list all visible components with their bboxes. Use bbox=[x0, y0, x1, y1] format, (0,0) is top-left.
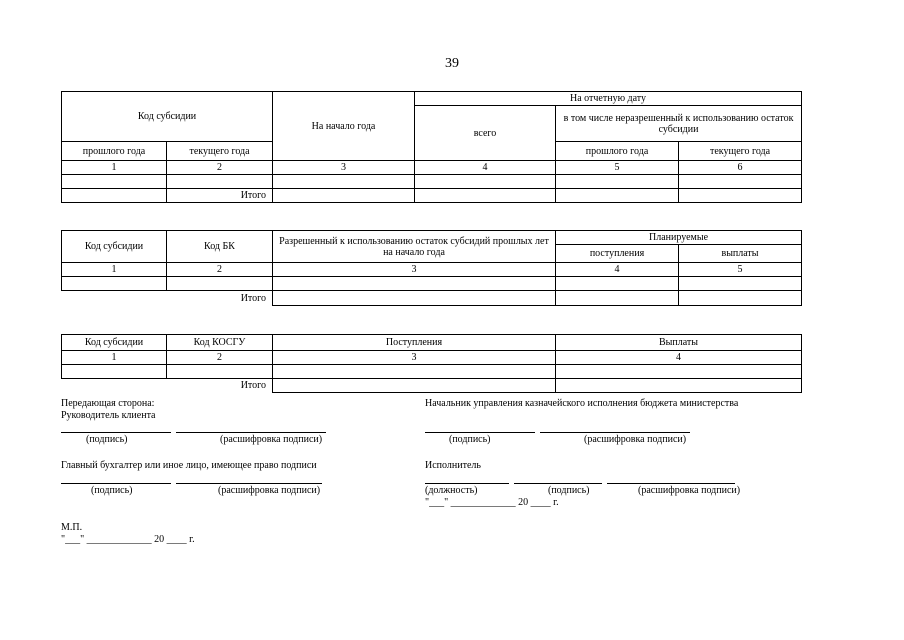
col-number: 1 bbox=[62, 351, 167, 365]
col-header-postupleniya: Поступления bbox=[273, 335, 556, 351]
col-header-kod-kosgu: Код КОСГУ bbox=[167, 335, 273, 351]
page-number: 39 bbox=[445, 56, 459, 71]
col-number: 1 bbox=[62, 161, 167, 175]
signature-decoding-caption: (расшифровка подписи) bbox=[584, 434, 687, 445]
col-number: 3 bbox=[273, 161, 415, 175]
subsidy-balance-table bbox=[61, 91, 802, 203]
col-header-vyplaty: Выплаты bbox=[556, 335, 802, 351]
col-header-v-tom-chisle: в том числе неразрешенный к использованию остаток субсидии bbox=[556, 106, 802, 142]
receipts-payments-table bbox=[61, 334, 802, 393]
col-number: 3 bbox=[273, 351, 556, 365]
col-number: 2 bbox=[167, 161, 273, 175]
col-header-proshlogo-goda-2: прошлого года bbox=[556, 142, 679, 161]
signature-decoding-caption: (расшифровка подписи) bbox=[220, 434, 323, 445]
transferring-party-label: Передающая сторона: bbox=[61, 398, 155, 409]
signature-line bbox=[425, 432, 535, 433]
date-line: "___" _____________ 20 ____ г. bbox=[61, 534, 195, 545]
col-number: 5 bbox=[556, 161, 679, 175]
col-header-proshlogo-goda: прошлого года bbox=[62, 142, 167, 161]
col-number: 1 bbox=[62, 263, 167, 277]
signature-decoding-line bbox=[176, 483, 322, 484]
position-line bbox=[425, 483, 509, 484]
position-caption: (должность) bbox=[425, 485, 478, 496]
col-header-kod-subsidii: Код субсидии bbox=[62, 231, 167, 263]
itogo-label: Итого bbox=[167, 189, 273, 203]
signature-decoding-line bbox=[176, 432, 326, 433]
col-number: 5 bbox=[679, 263, 802, 277]
signature-caption: (подпись) bbox=[449, 434, 491, 445]
col-header-na-otchetnuyu-datu: На отчетную дату bbox=[415, 92, 802, 106]
signature-caption: (подпись) bbox=[91, 485, 133, 496]
col-number: 4 bbox=[556, 263, 679, 277]
date-line: "___" _____________ 20 ____ г. bbox=[425, 497, 559, 508]
col-number: 3 bbox=[273, 263, 556, 277]
signature-line bbox=[61, 432, 171, 433]
chief-accountant-label: Главный бухгалтер или иное лицо, имеющее право подписи bbox=[61, 460, 317, 471]
col-number: 4 bbox=[556, 351, 802, 365]
col-header-na-nachalo-goda: На начало года bbox=[273, 92, 415, 161]
signature-caption: (подпись) bbox=[86, 434, 128, 445]
col-header-kod-subsidii: Код субсидии bbox=[62, 335, 167, 351]
signature-decoding-line bbox=[607, 483, 735, 484]
permitted-balance-table bbox=[61, 230, 802, 306]
table-row bbox=[62, 365, 802, 379]
col-number: 2 bbox=[167, 263, 273, 277]
col-header-planiruemye: Планируемые bbox=[556, 231, 802, 245]
col-header-kod-bk: Код БК bbox=[167, 231, 273, 263]
itogo-label: Итого bbox=[167, 379, 273, 393]
col-header-postupleniya: поступления bbox=[556, 245, 679, 263]
itogo-label: Итого bbox=[167, 291, 273, 306]
signature-caption: (подпись) bbox=[548, 485, 590, 496]
signature-decoding-line bbox=[540, 432, 690, 433]
treasury-head-label: Начальник управления казначейского исполнения бюджета министерства bbox=[425, 398, 739, 409]
col-header-tekushchego-goda: текущего года bbox=[167, 142, 273, 161]
client-head-label: Руководитель клиента bbox=[61, 410, 156, 421]
signature-line bbox=[514, 483, 602, 484]
signature-line bbox=[61, 483, 171, 484]
stamp-label: М.П. bbox=[61, 522, 83, 533]
table-row bbox=[62, 277, 802, 291]
signature-decoding-caption: (расшифровка подписи) bbox=[638, 485, 741, 496]
col-header-vsego: всего bbox=[415, 106, 556, 161]
signature-decoding-caption: (расшифровка подписи) bbox=[218, 485, 321, 496]
col-number: 6 bbox=[679, 161, 802, 175]
col-number: 4 bbox=[415, 161, 556, 175]
executor-label: Исполнитель bbox=[425, 460, 481, 471]
col-header-vyplaty: выплаты bbox=[679, 245, 802, 263]
col-header-kod-subsidii: Код субсидии bbox=[62, 92, 273, 142]
col-number: 2 bbox=[167, 351, 273, 365]
col-header-tekushchego-goda-2: текущего года bbox=[679, 142, 802, 161]
table-row bbox=[62, 175, 802, 189]
col-header-razreshenny: Разрешенный к использованию остаток субсидий прошлых лет на начало года bbox=[273, 231, 556, 263]
